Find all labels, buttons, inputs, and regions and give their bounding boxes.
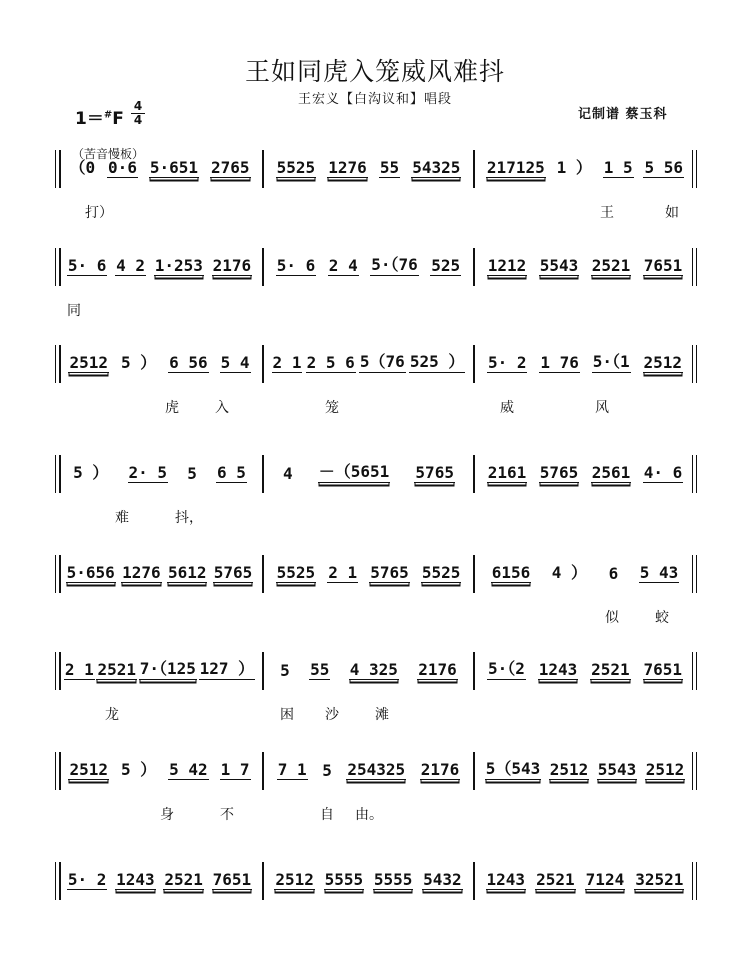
note-group: 2561 [591,463,631,482]
credit: 记制谱 蔡玉科 [578,107,668,122]
score-row [55,652,695,742]
lyric-syllable: 困 [280,707,294,723]
note-group: 1243 [116,870,155,889]
lyrics-line [55,300,695,320]
note-group: 7651 [643,256,683,275]
barline [55,652,61,690]
lyrics-line [55,202,695,222]
note-group: 2512 [643,353,683,372]
score-row [55,862,695,952]
measure [63,248,256,286]
note-group: 5 ） [73,463,109,482]
note-group: 5 43 [639,563,679,582]
barline [473,752,475,790]
note-group: 2512 [69,353,108,372]
notes-line [55,455,695,493]
barline [262,345,264,383]
note-group: 5·656 [66,563,115,582]
measure [481,752,689,790]
lyric-syllable: 自 [320,807,334,823]
lyric-syllable: 打） [85,205,113,221]
note-group: 2176 [418,660,457,679]
lyrics-line [55,914,695,934]
lyric-syllable: 蛟 [655,610,669,626]
barline [692,862,697,900]
note-group: －（5651 [318,459,391,483]
note-group: 7 1 [277,760,307,779]
measure [270,345,467,383]
barline [262,862,264,900]
note-group: 2512 [275,870,314,889]
barline [55,248,61,286]
note-group: 55 [379,158,400,177]
note-group: 5· 2 [487,353,527,372]
lyric-syllable: 风 [595,400,609,416]
note-group: 5 ） [120,760,157,779]
notes-line [55,862,695,900]
note-group: 0·6 [108,158,137,177]
note-group: 2521 [536,870,575,889]
note-group: 1 76 [540,353,579,372]
note-group: 5· 2 [67,870,107,889]
notes-line [55,652,695,690]
note-group: 5612 [167,563,207,582]
note-group: 254325 [347,760,406,779]
note-group: 32521 [635,870,684,889]
measure [270,455,467,493]
note-group: 5· 6 [67,256,107,275]
note-group: 2· 5 [128,463,168,482]
lyric-syllable: 同 [67,303,81,319]
barline [473,862,475,900]
note-group: 7·（125 [139,656,197,680]
note-group: 5·（1 [592,349,631,373]
note-group: 4 ） [551,563,588,582]
lyric-syllable: 难 [115,510,129,526]
note-group: 5765 [539,463,579,482]
lyrics-line [55,397,695,417]
note-group: 7651 [212,870,252,889]
barline [473,248,475,286]
notes-line [55,345,695,383]
note-group: 5（543 [485,756,542,780]
note-group: 5· 6 [276,256,316,275]
score-row [55,248,695,338]
measure [481,862,689,900]
measure [63,455,256,493]
barline [473,150,475,188]
note-group: 7651 [643,660,683,679]
note-group: 5 4 [220,353,250,372]
barline [262,652,264,690]
barline [692,652,697,690]
note-group: 5 56 [644,158,684,177]
notes-line [55,150,695,188]
note-group: 525 ） [409,349,466,373]
note-group: 2161 [487,463,527,482]
barline [473,652,475,690]
lyric-syllable: 威 [500,400,514,416]
barline [55,752,61,790]
barline [473,555,475,593]
score-row [55,150,695,240]
score-row [55,752,695,842]
barline [55,862,61,900]
note-group: 1 ） [556,158,592,177]
note-group: 5·651 [149,158,199,177]
lyric-syllable: 沙 [325,707,339,723]
notes-line [55,248,695,286]
note-group: 55 [310,660,330,679]
note-group: 4 325 [349,660,398,679]
note-group: 5525 [421,563,461,582]
barline [262,150,264,188]
note-group: 5543 [539,256,579,275]
barline [692,752,697,790]
note-group: 1243 [538,660,578,679]
barline [262,248,264,286]
measure [481,345,689,383]
note-group: 4 [283,464,293,483]
lyrics-line [55,804,695,824]
note-group: 5525 [276,563,316,582]
measure [481,555,689,593]
measure [63,150,256,188]
key-note: F [112,109,124,129]
lyric-syllable: 由。 [355,807,383,823]
lyrics-line [55,507,695,527]
barline [262,455,264,493]
measure [63,652,256,690]
note-group: 2 1 [64,660,94,679]
measure [63,862,256,900]
note-group: 217125 [486,158,545,177]
barline [262,555,264,593]
note-group: 5765 [213,563,253,582]
barline [473,455,475,493]
barline [692,150,697,188]
barline [55,345,61,383]
lyrics-line [55,607,695,627]
note-group: 1 7 [220,760,250,779]
measure [481,652,689,690]
lyric-syllable: 入 [215,400,229,416]
note-group: 7124 [585,870,625,889]
lyric-syllable: 龙 [105,707,119,723]
barline [692,455,697,493]
measure [270,862,467,900]
note-group: 2765 [211,158,250,177]
measure [270,652,467,690]
note-group: 5525 [276,158,316,177]
note-group: 1276 [328,158,367,177]
measure [481,455,689,493]
note-group: 5·（76 [370,252,419,276]
note-group: 2512 [69,760,108,779]
time-signature [131,100,145,127]
key-label: 1＝ [75,109,104,129]
notes-line [55,752,695,790]
measure [63,752,256,790]
lyric-syllable: 虎 [165,400,179,416]
lyric-syllable: 滩 [375,707,389,723]
note-group: 5555 [324,870,364,889]
time-signature-bottom: 4 [133,113,143,127]
note-group: 1·253 [154,256,203,275]
lyric-syllable: 似 [605,610,619,626]
note-group: 5555 [373,870,413,889]
note-group: 5432 [423,870,462,889]
note-group: 2521 [591,660,630,679]
measure [481,248,689,286]
note-group: 2 1 [272,353,302,372]
barline [55,455,61,493]
page-title: 王如同虎入笼威风难抖 [244,57,505,86]
note-group: 4· 6 [643,463,683,482]
note-group: 5 [280,661,290,680]
score-row [55,455,695,545]
lyric-syllable: 如 [665,205,679,221]
lyric-syllable: 王 [600,205,614,221]
notes-line [55,555,695,593]
note-group: 5 [187,464,197,483]
lyric-syllable: 笼 [325,400,339,416]
barline [55,555,61,593]
note-group: 525 [431,256,461,275]
measure [270,555,467,593]
note-group: 2521 [591,256,631,275]
score-row [55,345,695,435]
sharp-sign: # [103,109,113,121]
note-group: 4 2 [116,256,145,275]
score-row [55,555,695,645]
note-group: 127 ） [199,656,256,680]
note-group: 6 5 [217,463,246,482]
measure [481,150,689,188]
barline [473,345,475,383]
note-group: 1 5 [603,158,633,177]
note-group: 5（76 [359,349,406,373]
barline [55,150,61,188]
note-group: 2 5 6 [306,353,355,372]
note-group: 6 [608,564,619,583]
note-group: 5 [322,761,332,780]
note-group: 1276 [122,563,161,582]
note-group: 2512 [549,760,589,779]
note-group: 2512 [645,760,685,779]
measure [270,248,467,286]
note-group: 1212 [487,256,527,275]
note-group: 2521 [164,870,203,889]
tempo-marking: （苦音慢板） [72,147,145,161]
lyric-syllable: 抖， [175,510,203,526]
time-signature-top: 4 [131,100,145,114]
barline [692,345,697,383]
note-group: 2 1 [328,563,358,582]
note-group: 5 42 [169,760,208,779]
key-signature [75,104,124,129]
note-group: 6156 [491,563,531,582]
note-group: 2 4 [328,256,358,275]
note-group: 1243 [486,870,526,889]
measure [270,752,467,790]
note-group: 54325 [412,158,461,177]
barline [262,752,264,790]
note-group: 2176 [212,256,252,275]
note-group: 5 ） [120,353,157,372]
note-group: 2176 [420,760,460,779]
lyric-syllable: 不 [220,807,234,823]
barline [692,555,697,593]
measure [270,150,467,188]
lyrics-line [55,704,695,724]
measure [63,555,256,593]
note-group: 2521 [97,660,136,679]
lyric-syllable: 身 [160,807,174,823]
page-subtitle: 王宏义【白沟议和】唱段 [297,92,452,107]
note-group: 5·（2 [487,656,526,680]
note-group: 5765 [415,463,454,482]
note-group: 5543 [597,760,637,779]
note-group: 5765 [370,563,409,582]
note-group: （0 [69,158,96,177]
measure [63,345,256,383]
note-group: 6 56 [169,353,208,372]
barline [692,248,697,286]
